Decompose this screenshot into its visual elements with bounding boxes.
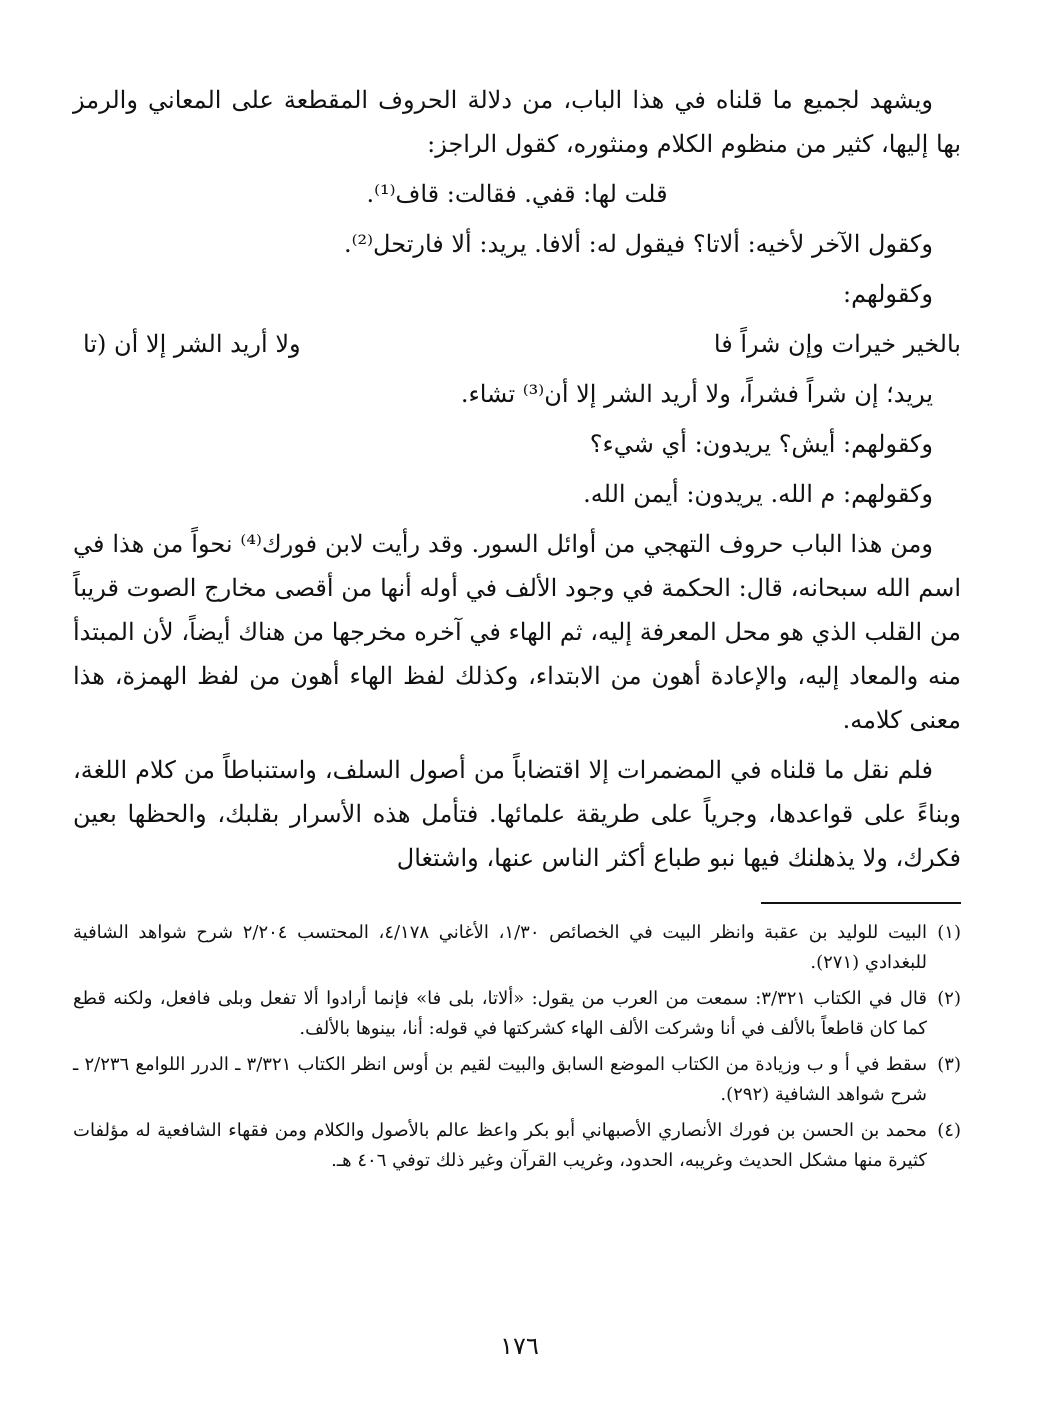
footnote-number: (١): [937, 922, 961, 943]
page-number: ١٧٦: [500, 1332, 539, 1360]
paragraph: ومن هذا الباب حروف التهجي من أوائل السور. وقد رأيت لابن فورك⁽⁴⁾ نحواً من هذا في اسم الله سبحانه، قال: الحكمة في وجود الألف في أوله أنها من أقصى مخارج الصوت قريباً من القلب الذي هو محل المعرفة إليه، ثم الهاء في آخره مخرجها من هناك أيضاً، لأن المبتدأ منه والمعاد إليه، والإعادة أهون من الابتداء، وكذلك لفظ الهاء أهون من لفظ الهمزة، هذا معنى كلامه.: [73, 530, 961, 734]
footnote-text: البيت للوليد بن عقبة وانظر البيت في الخصائص ١/٣٠، الأغاني ٤/١٧٨، المحتسب ٢/٢٠٤ شرح شواهد الشافية للبغدادي (٢٧١).: [73, 922, 927, 973]
paragraph: فلم نقل ما قلناه في المضمرات إلا اقتضاباً من أصول السلف، واستنباطاً من كلام اللغة، وبناءً على قواعدها، وجرياً على طريقة علمائها. فتأمل هذه الأسرار بقلبك، والحظها بعين فكرك، ولا يذهلنك فيها نبو طباع أكثر الناس عنها، واشتغال: [73, 756, 961, 872]
verse-first-hemistich: بالخير خيرات وإن شراً فا: [713, 330, 961, 358]
paragraph: وكقولهم: م الله. يريدون: أيمن الله.: [583, 480, 933, 508]
page-content: [73, 78, 961, 1182]
poem-verse: [73, 322, 961, 366]
verse-second-hemistich: ولا أريد الشر إلا أن (تا: [83, 330, 301, 358]
paragraph: وكقول الآخر لأخيه: ألاتا؟ فيقول له: ألافا. يريد: ألا فارتحل⁽²⁾.: [343, 230, 933, 258]
footnote-text: قال في الكتاب ٣/٣٢١: سمعت من العرب من يقول: «ألاتا، بلى فا» فإنما أرادوا ألا تفعل وبلى فافعل، ولكنه قطع كما كان قاطعاً بالألف في أنا وشركت الألف الهاء كشركتها في قوله: أنا، بينوها بالألف.: [73, 988, 927, 1039]
footnote-text: محمد بن الحسن بن فورك الأنصاري الأصبهاني أبو بكر واعظ عالم بالأصول والكلام ومن فقهاء الشافعية له مؤلفات كثيرة منها مشكل الحديث وغريبه، الحدود، وغريب القرآن وغير ذلك توفي ٤٠٦ هـ.: [73, 1120, 927, 1171]
footnote: [73, 984, 961, 1044]
paragraph: وكقولهم:: [843, 280, 933, 308]
footnote-divider: [761, 902, 961, 904]
footnote: [73, 1050, 961, 1110]
footnote-number: (٤): [937, 1120, 961, 1141]
paragraph: ويشهد لجميع ما قلناه في هذا الباب، من دلالة الحروف المقطعة على المعاني والرمز بها إليها، كثير من منظوم الكلام ومنثوره، كقول الراجز:: [73, 86, 961, 158]
footnote-number: (٢): [937, 988, 961, 1009]
verse-quote: قلت لها: قفي. فقالت: قاف⁽¹⁾.: [366, 180, 668, 208]
paragraph: وكقولهم: أيش؟ يريدون: أي شيء؟: [589, 430, 933, 458]
footnote-text: سقط في أ و ب وزيادة من الكتاب الموضع السابق والبيت لقيم بن أوس انظر الكتاب ٣/٣٢١ ـ الدرر اللوامع ٢/٢٣٦ ـ شرح شواهد الشافية (٢٩٢).: [73, 1054, 928, 1105]
footnote: [73, 1116, 961, 1176]
footnote-number: (٣): [937, 1054, 961, 1075]
paragraph: يريد؛ إن شراً فشراً، ولا أريد الشر إلا أن⁽³⁾ تشاء.: [460, 380, 933, 408]
footnote: [73, 918, 961, 978]
